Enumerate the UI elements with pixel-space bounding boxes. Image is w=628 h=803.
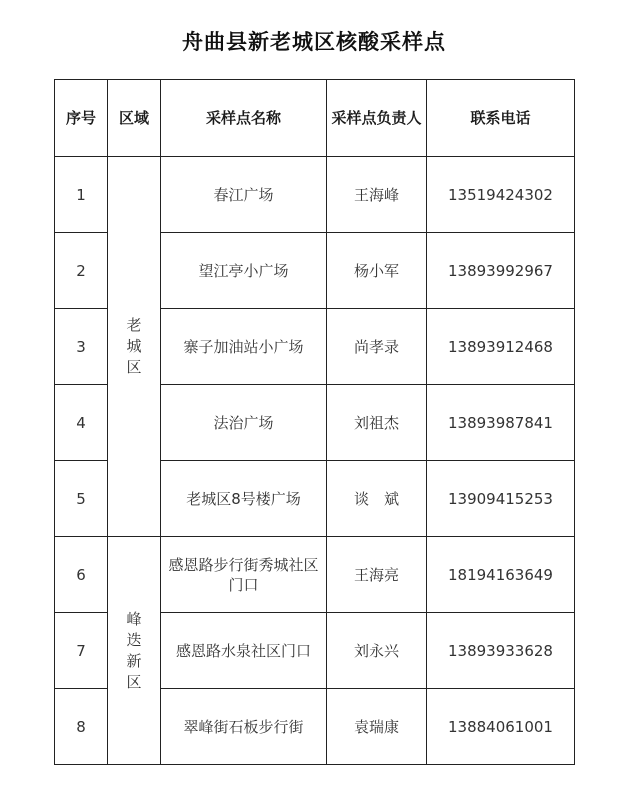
row-site-name: 感恩路水泉社区门口 <box>161 613 327 689</box>
header-contact-phone: 联系电话 <box>427 80 575 157</box>
header-person-in-charge: 采样点负责人 <box>327 80 427 157</box>
row-serial-no: 7 <box>55 613 108 689</box>
row-phone: 13884061001 <box>427 689 575 765</box>
row-phone: 13909415253 <box>427 461 575 537</box>
row-site-name: 寨子加油站小广场 <box>161 309 327 385</box>
row-person: 王海峰 <box>327 157 427 233</box>
region-label: 峰迭新区 <box>126 609 142 691</box>
row-phone: 13893933628 <box>427 613 575 689</box>
row-person: 刘祖杰 <box>327 385 427 461</box>
row-site-name: 法治广场 <box>161 385 327 461</box>
row-site-name: 老城区8号楼广场 <box>161 461 327 537</box>
table-header-row <box>55 80 575 157</box>
sampling-sites-table <box>54 79 575 765</box>
row-phone: 13893912468 <box>427 309 575 385</box>
document-title: 舟曲县新老城区核酸采样点 <box>182 29 446 54</box>
row-person: 谈 斌 <box>327 461 427 537</box>
row-phone: 18194163649 <box>427 537 575 613</box>
row-person: 杨小军 <box>327 233 427 309</box>
header-region: 区域 <box>108 80 161 157</box>
table-row <box>55 537 575 613</box>
region-cell-fengdie-new-district <box>108 537 161 765</box>
row-site-name: 翠峰街石板步行街 <box>161 689 327 765</box>
row-phone: 13893992967 <box>427 233 575 309</box>
row-person: 尚孝录 <box>327 309 427 385</box>
header-site-name: 采样点名称 <box>161 80 327 157</box>
table-row <box>55 157 575 233</box>
header-serial-no: 序号 <box>55 80 108 157</box>
row-serial-no: 8 <box>55 689 108 765</box>
row-site-name: 望江亭小广场 <box>161 233 327 309</box>
region-label: 老城区 <box>126 316 142 376</box>
region-cell-old-town <box>108 157 161 537</box>
row-phone: 13519424302 <box>427 157 575 233</box>
row-serial-no: 4 <box>55 385 108 461</box>
row-person: 王海亮 <box>327 537 427 613</box>
row-person: 刘永兴 <box>327 613 427 689</box>
row-phone: 13893987841 <box>427 385 575 461</box>
row-serial-no: 3 <box>55 309 108 385</box>
row-serial-no: 5 <box>55 461 108 537</box>
row-serial-no: 6 <box>55 537 108 613</box>
row-serial-no: 2 <box>55 233 108 309</box>
row-site-name: 感恩路步行街秀城社区门口 <box>161 537 327 613</box>
row-serial-no: 1 <box>55 157 108 233</box>
row-site-name: 春江广场 <box>161 157 327 233</box>
row-person: 袁瑞康 <box>327 689 427 765</box>
